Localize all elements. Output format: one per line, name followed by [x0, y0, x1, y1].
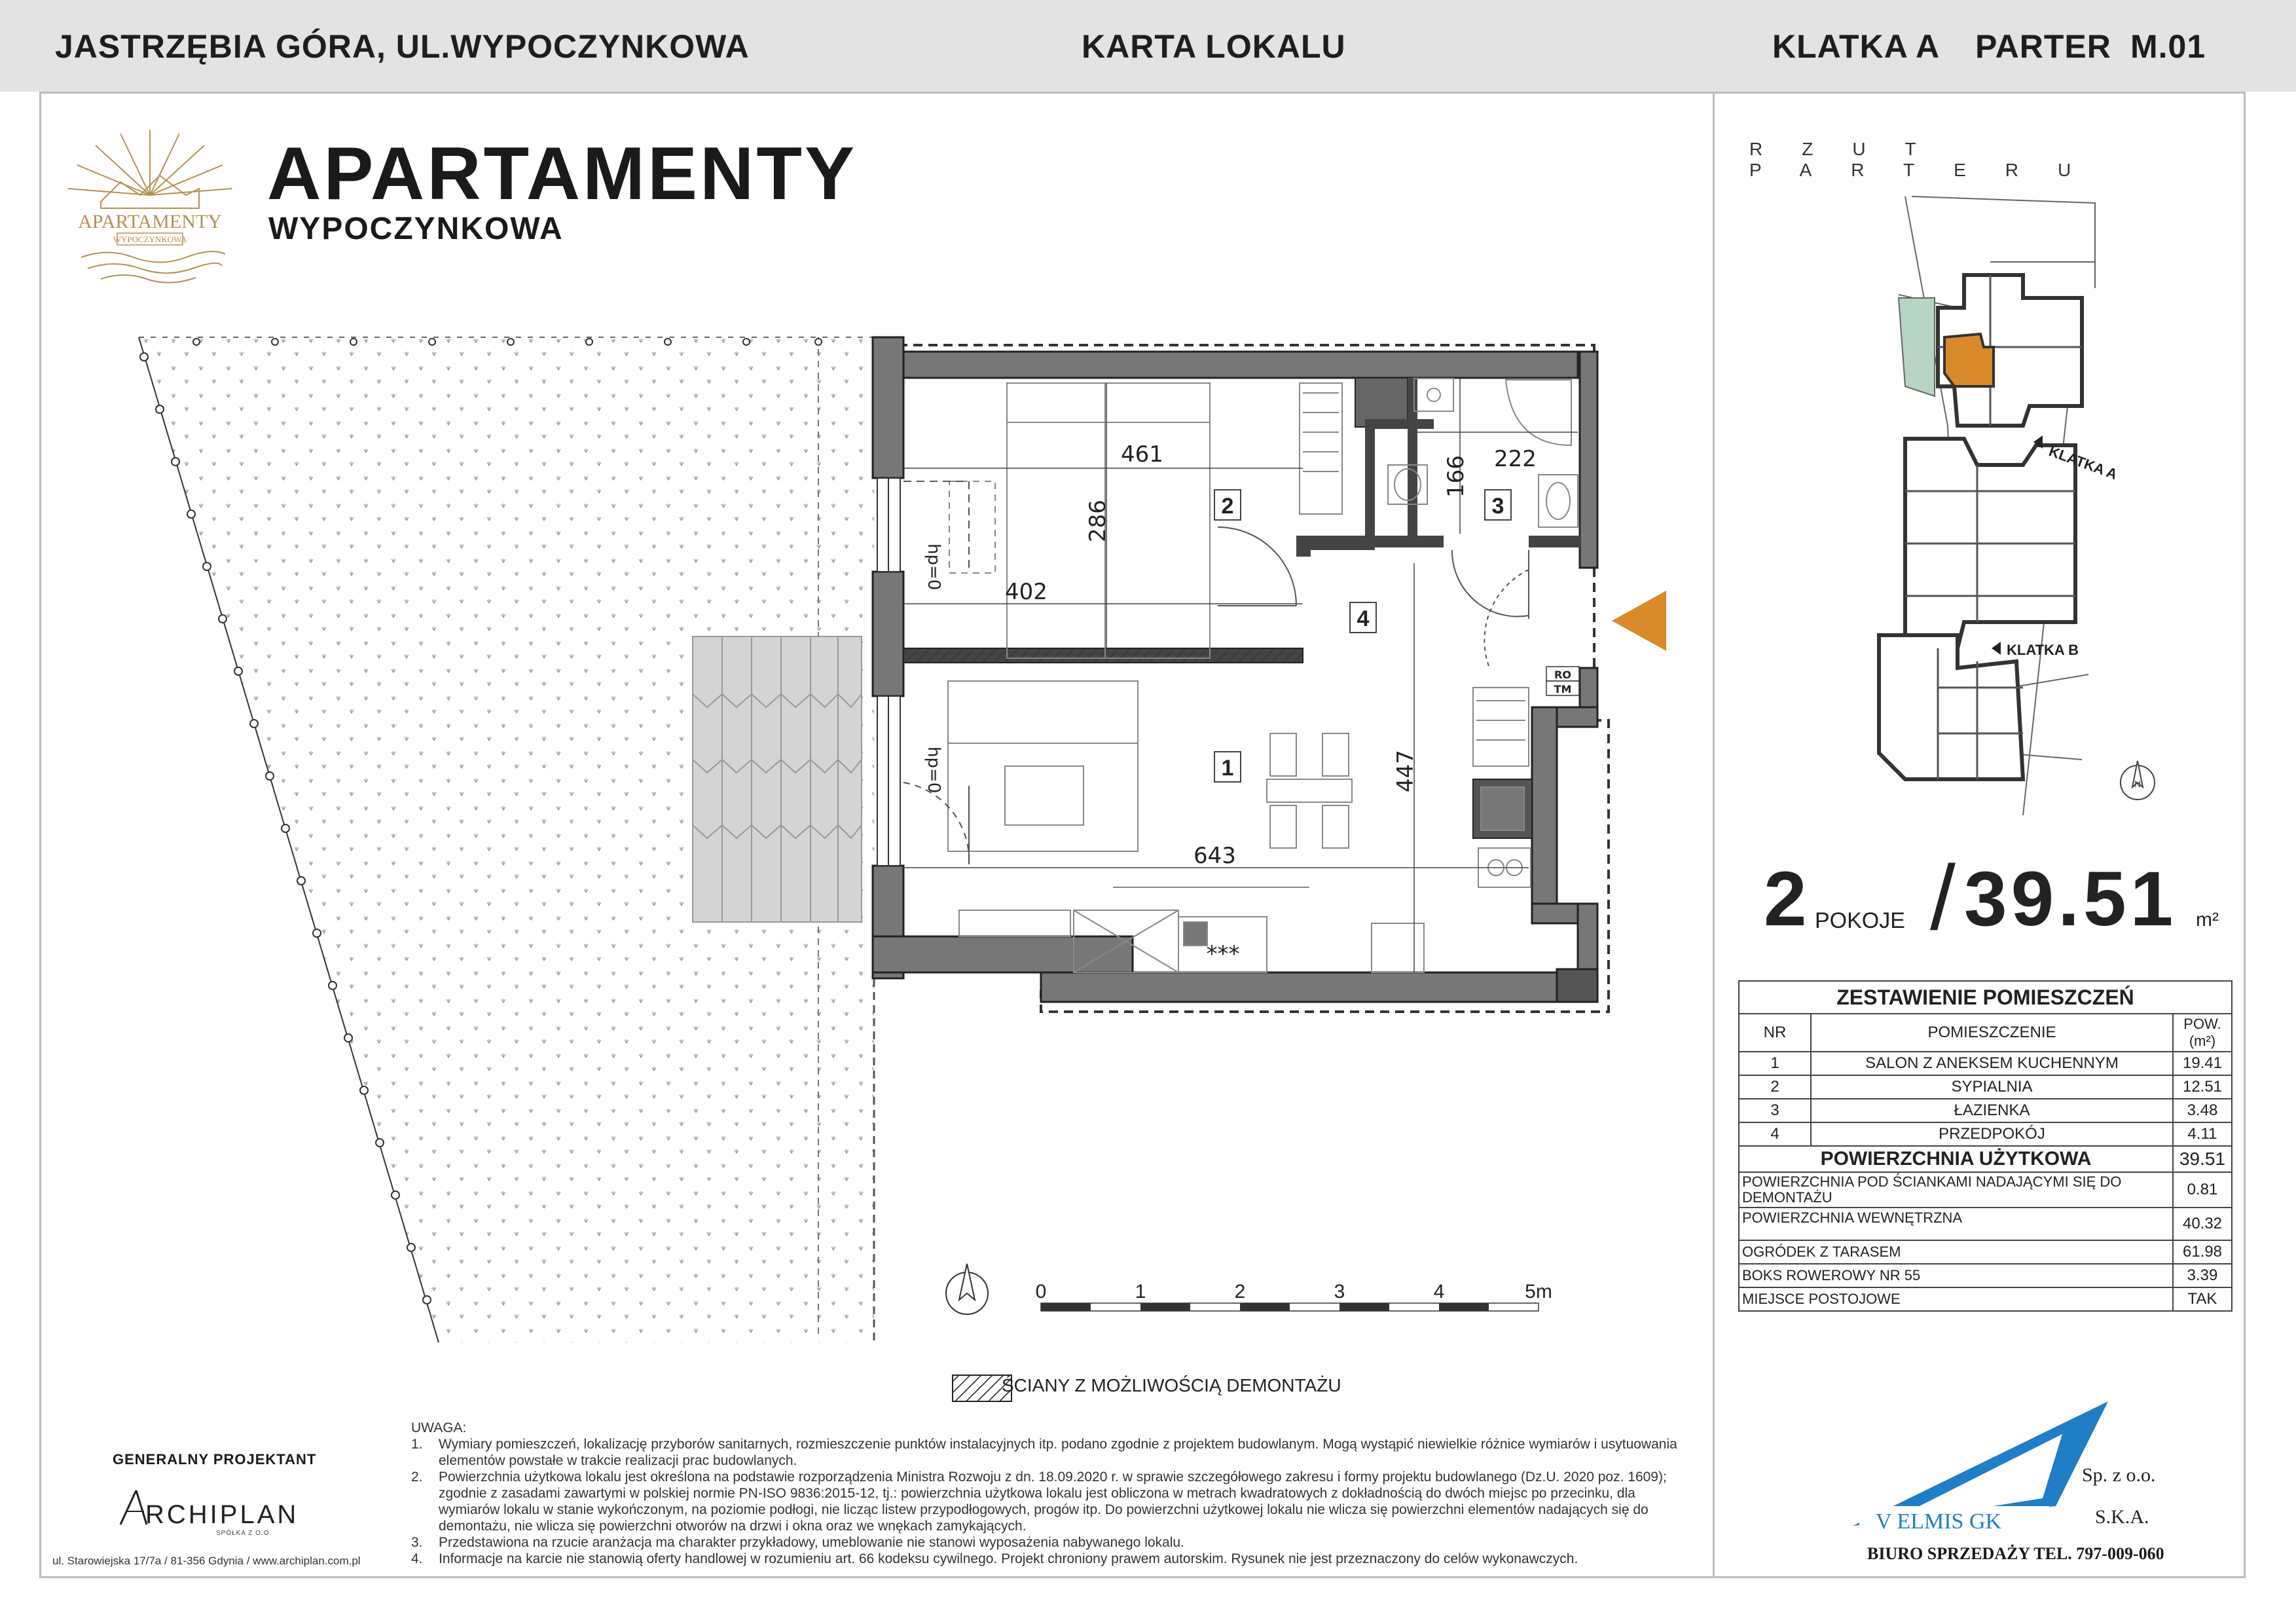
internal-area-value: 40.32: [2173, 1208, 2232, 1240]
svg-text:V ELMIS GK: V ELMIS GK: [1876, 1509, 2002, 1534]
svg-text:1: 1: [1221, 756, 1234, 781]
site-plan-title: RZUT PARTERU: [1749, 139, 2111, 180]
notes: [411, 1420, 1694, 1567]
svg-text:RCHIPLAN: RCHIPLAN: [145, 1500, 299, 1529]
garden-value: 61.98: [2173, 1240, 2232, 1264]
note-number: 1.: [411, 1437, 423, 1452]
developer-logo-icon: [1846, 1395, 2174, 1539]
svg-text:Sp. z o.o.: Sp. z o.o.: [2082, 1464, 2156, 1486]
demolition-area-value: 0.81: [2173, 1172, 2232, 1208]
svg-text:3: 3: [1334, 1281, 1345, 1302]
svg-text:5m: 5m: [1525, 1281, 1552, 1302]
card-title: KARTA LOKALU: [1082, 28, 1346, 65]
col-nr: NR: [1739, 1014, 1811, 1052]
usable-area-label: POWIERZCHNIA UŻYTKOWA: [1739, 1146, 2173, 1172]
cell-nr: 3: [1739, 1099, 1811, 1122]
brand-subtitle: WYPOCZYNKOWA: [268, 212, 564, 246]
svg-text:461: 461: [1121, 441, 1163, 468]
col-area: POW. (m²): [2173, 1014, 2232, 1052]
location-title: JASTRZĘBIA GÓRA, UL.WYPOCZYNKOWA: [55, 28, 750, 65]
svg-text:S.K.A.: S.K.A.: [2095, 1506, 2149, 1528]
svg-text:TM: TM: [1554, 683, 1572, 695]
svg-text:WYPOCZYNKOWA: WYPOCZYNKOWA: [113, 234, 187, 244]
cell-room: SALON Z ANEKSEM KUCHENNYM: [1811, 1052, 2173, 1075]
svg-text:hp=0: hp=0: [924, 544, 943, 591]
table-row: [1739, 1099, 2232, 1122]
rooms-word: POKOJE: [1815, 908, 1905, 933]
cell-nr: 1: [1739, 1052, 1811, 1075]
svg-text:RO: RO: [1554, 669, 1571, 681]
svg-text:402: 402: [1005, 579, 1048, 605]
table-row: [1739, 1122, 2232, 1146]
scale-bar: [1036, 1281, 1552, 1311]
cell-room: PRZEDPOKÓJ: [1811, 1122, 2173, 1146]
table-row: [1739, 1052, 2232, 1075]
col-room: POMIESZCZENIE: [1811, 1014, 2173, 1052]
floor-plan: [131, 314, 1637, 1375]
svg-text:***: ***: [1206, 941, 1240, 967]
svg-text:KLATKA A: KLATKA A: [2047, 443, 2120, 483]
brand-logo-icon: [55, 123, 245, 293]
designer-label: GENERALNY PROJEKTANT: [113, 1451, 317, 1467]
area-unit: m²: [2196, 909, 2219, 931]
area-value: 39.51: [1964, 856, 2178, 942]
svg-text:0: 0: [1035, 1281, 1047, 1302]
svg-text:2: 2: [1234, 1281, 1246, 1302]
svg-text:3: 3: [1491, 494, 1504, 519]
svg-text:hp=0: hp=0: [924, 747, 943, 794]
parking-label: MIEJSCE POSTOJOWE: [1739, 1287, 2173, 1311]
site-plan: [1807, 190, 2141, 812]
svg-text:643: 643: [1194, 843, 1236, 869]
note-text: Wymiary pomieszczeń, lokalizację przyborów sanitarnych, rozmieszczenie punktów instalacyjnych itp. podano zgodnie z projektem budowlanym. Mogą wystąpić niewielkie różnice wymiarów i usytuowania elementów powstałe w trakcie realizacji prac budowlanych.: [439, 1437, 1677, 1468]
svg-text:SPÓŁKA Z O.O.: SPÓŁKA Z O.O.: [216, 1530, 272, 1537]
cell-area: 3.48: [2173, 1099, 2232, 1122]
notes-heading: UWAGA:: [411, 1420, 467, 1435]
usable-area-value: 39.51: [2173, 1146, 2232, 1172]
cell-area: 4.11: [2173, 1122, 2232, 1146]
cell-room: ŁAZIENKA: [1811, 1099, 2173, 1122]
note-number: 3.: [411, 1535, 423, 1550]
cell-area: 12.51: [2173, 1075, 2232, 1099]
north-arrow-icon: [946, 1264, 988, 1314]
svg-text:4: 4: [1433, 1281, 1445, 1302]
designer-address: ul. Starowiejska 17/7a / 81-356 Gdynia / www.archiplan.com.pl: [52, 1555, 361, 1567]
svg-text:447: 447: [1393, 750, 1419, 792]
archiplan-logo-icon: [118, 1485, 308, 1538]
bike-box-label: BOKS ROWEROWY NR 55: [1739, 1264, 2173, 1287]
column-divider: [1713, 92, 1715, 1578]
internal-area-label: POWIERZCHNIA WEWNĘTRZNA: [1739, 1208, 2173, 1240]
svg-text:N: N: [2134, 779, 2141, 789]
area-slash: /: [1930, 846, 1956, 949]
svg-text:KLATKA B: KLATKA B: [2007, 642, 2079, 658]
svg-text:166: 166: [1443, 455, 1469, 498]
stair-label: KLATKA A: [1772, 28, 1941, 65]
rooms-count: 2: [1764, 856, 1807, 942]
svg-text:APARTAMENTY: APARTAMENTY: [78, 211, 222, 232]
terrace: [693, 637, 862, 922]
note-number: 2.: [411, 1469, 423, 1485]
floor-label: PARTER: [1975, 28, 2111, 65]
svg-text:4: 4: [1357, 606, 1370, 631]
cell-area: 19.41: [2173, 1052, 2232, 1075]
cell-room: SYPIALNIA: [1811, 1075, 2173, 1099]
cell-nr: 4: [1739, 1122, 1811, 1146]
unit-label: M.01: [2130, 28, 2206, 65]
svg-text:1: 1: [1135, 1281, 1146, 1302]
sales-phone: BIURO SPRZEDAŻY TEL. 797-009-060: [1867, 1544, 2164, 1563]
table-row: [1739, 1075, 2232, 1099]
note-number: 4.: [411, 1551, 423, 1566]
bike-box-value: 3.39: [2173, 1264, 2232, 1287]
cell-nr: 2: [1739, 1075, 1811, 1099]
note-text: Powierzchnia użytkowa lokalu jest określona na podstawie rozporządzenia Ministra Rozwoju z dn. 18.09.2020 r. w sprawie szczegółowego zakresu i formy projektu budowlanego (Dz.U. 2020 poz. 1609); zgodnie z zasadami zawartymi w polskiej normie PN-ISO 9836:2015-12, tj.: powierzchnia użytkowa lokalu jest obliczona w metrach kwadratowych z dokładnością do dwóch miejsc po przecinku, dla wymiarów lokalu w stanie wykończonym, na poziomie podłogi, nie licząc listew przypodłogowych, progów itp. Do powierzchni użytkowej lokalu nie wlicza się powierzchni elementów nadających się do demontażu, nie wlicza się powierzchni otworów na drzwi i okna oraz we wnękach zamykających.: [439, 1469, 1667, 1534]
garden-label: OGRÓDEK Z TARASEM: [1739, 1240, 2173, 1264]
note-text: Informacje na karcie nie stanowią oferty handlowej w rozumieniu art. 66 kodeksu cywilnego. Projekt chroniony prawem autorskim. Rysunek nie jest przeznaczony do celów wykonawczych.: [439, 1551, 1578, 1566]
demolition-area-label: POWIERZCHNIA POD ŚCIANKAMI NADAJĄCYMI SIĘ DO DEMONTAŻU: [1739, 1172, 2173, 1208]
header-bar: [0, 0, 2296, 92]
brand-title: APARTAMENTY: [267, 132, 858, 215]
rooms-table-title: ZESTAWIENIE POMIESZCZEŃ: [1739, 981, 2232, 1014]
parking-value: TAK: [2173, 1287, 2232, 1311]
svg-text:286: 286: [1085, 500, 1111, 542]
note-text: Przedstawiona na rzucie aranżacja ma charakter przykładowy, umeblowanie nie stanowi wyposażenia nabywanego lokalu.: [439, 1535, 1184, 1550]
legend-label: ŚCIANY Z MOŻLIWOŚCIĄ DEMONTAŻU: [1002, 1375, 1341, 1395]
rooms-table: [1738, 980, 2232, 1312]
svg-text:2: 2: [1221, 494, 1234, 519]
svg-text:222: 222: [1494, 446, 1537, 472]
